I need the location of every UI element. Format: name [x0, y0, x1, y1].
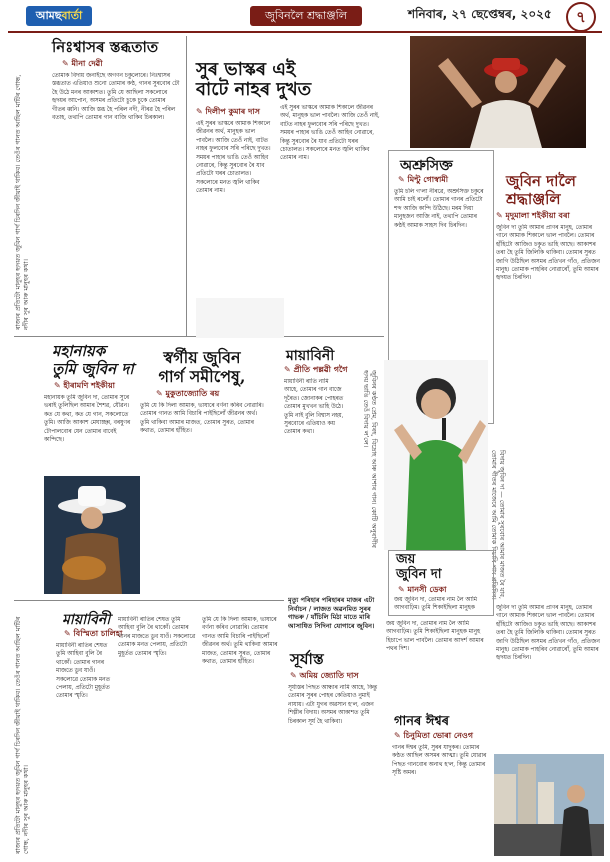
vertical-side-text-left: ৰাজ্যৰ প্ৰতিটো মানুহৰ হৃদয়ত জুবিন গাৰ্গ চিৰদিন জীয়াই থাকিব। তেওঁৰ গানত আছিল মাটিৰ গোন্ধ, নদীৰ সুৰ আৰু মানুহৰ কথা।	[14, 74, 30, 330]
article-title: মহানায়ক তুমি জুবিন দা	[52, 342, 134, 378]
article-body: মায়াবিনী ৰাতি নামি আহে, তোমাৰ গান বাজে দূৰৈত। জোনাকৰ পোহৰত তোমাৰ মুখখন ভাহি উঠে। তুমি নাই বুলি বিশ্বাস নহয়, সুৰবোৰে এতিয়াও কয় তোমাৰ কথা।	[284, 379, 344, 436]
article-author: ✎ মানসী ডেকা	[398, 585, 447, 594]
column-divider	[186, 36, 187, 336]
article-body: সূৰ্যাস্তৰ পিছত আন্ধাৰ নামি আহে, কিন্তু তোমাৰ সুৰৰ পোহৰ কেতিয়াও নুমাই নাযায়। এটা যুগৰ অৱসান হ'ল, এজন শিল্পীৰ বিদায়। অসমৰ আকাশত তুমি চিৰকাল সূৰ্য হৈ থাকিবা।	[288, 685, 377, 725]
article-author: ✎ প্ৰীতি পল্লৱী গগৈ	[284, 365, 348, 374]
article-body: জয় জুবিন দা, তোমাৰ নাম লৈ আমি আগবাঢ়িম। তুমি শিকাইছিলা মানুহক	[394, 597, 477, 612]
article-author: ✎ হীৰামণি শইকীয়া	[54, 381, 115, 390]
article-title: মায়াবিনী	[286, 348, 335, 364]
article-body: জুবিন দা তুমি আমাৰ প্ৰাণৰ মানুহ, তোমাৰ গানে আমাক শিকালে ভাল পাবলৈ। তোমাৰ হাঁহিটো আজিও চকুত ভাহি আছে। আকাশৰ তৰা হৈ তুমি জিলিকি থাকিবা। তোমাৰ সুৰত জাগি উঠিছিল অসমৰ প্ৰতিখন গাঁও, প্ৰতিজন মানুহ। তোমাক পাহৰিব নোৱাৰোঁ, তুমি আমাৰ হৃদয়ত চিৰদিন।	[496, 225, 600, 282]
article-author: ✎ দিলীপ কুমাৰ দাস	[196, 107, 260, 116]
article-author: ✎ চিনুমিতা ভোৰা নেওগ	[394, 731, 473, 740]
article-title: জুবিন দালৈ শ্ৰদ্ধাঞ্জলি	[506, 172, 576, 208]
pull-quote: মৃত্যু পৰিহাৰ পৰিহাৰৰ মাজৰ এটা নিৰ্বাচন / লাজত অৱনমিত সুৰৰ গাভৰু / যাঁচিলি মিঠা মাতে মাৰি আসাধিত সিদিনা যোগাৰে জুবিন।	[288, 596, 375, 630]
article-author: ✎ মৃদুমালা শইকীয়া বৰা	[496, 211, 570, 220]
article-body: তুমি যে কি দিলা আমাক, ভাষাৰে বৰ্ণনা কৰিব নোৱাৰি। তোমাৰ গানত আমি বিচাৰি পাইছিলোঁ জীৱনৰ অৰ্থ। তুমি থাকিবা আমাৰ মাজত, তোমাৰ সুৰত, তোমাৰ কথাত, তোমাৰ হাঁহিত।	[140, 403, 264, 435]
section-divider	[14, 600, 284, 601]
article-author: ✎ বিস্মিতা চালিহা	[64, 629, 123, 638]
vertical-side-text-right: বিদায় জুবিন দা — তোমাৰ সুৰবোৰ আমাৰ মাজত ৰৈ যাব, তোমাৰ গীতৰ মাজেৰে আমি তোমাক বিচাৰি পাম প্ৰতিদিন।	[490, 450, 506, 600]
article-body: জয় জুবিন দা, তোমাৰ নাম লৈ আমি আগবাঢ়িম। তুমি শিকাইছিলা মানুহক মানুহ হিচাপে ভাল পাবলৈ। তোমাৰ আদৰ্শ আমাৰ পথৰ দিশ।	[386, 621, 484, 653]
city-singer-photo	[494, 754, 604, 856]
mic-performer-photo	[384, 360, 488, 550]
article-author: ✎ মিন্টু গোস্বামী	[398, 175, 449, 184]
red-stage-singer-photo	[410, 36, 586, 148]
article-body: এই সুৰৰ ভাস্কৰে আমাক শিকালে জীৱনৰ অৰ্থ, মানুহক ভাল পাবলৈ। আজি তেওঁ নাই, বাটত নাহৰ ফুলবোৰ সৰি পৰিছে দুখত। সময়ৰ পাহাৰ ভাঙি তেওঁ আহিব নোৱাৰে, কিন্তু সুৰবোৰ ৰৈ যাব প্ৰতিটো ঘৰৰ চোতালত। সকলোৰে মনত জ্বলি থাকিব তোমাৰ নাম।	[280, 105, 380, 162]
article-body: এই সুৰৰ ভাস্কৰে আমাক শিকালে জীৱনৰ অৰ্থ, মানুহক ভাল পাবলৈ। আজি তেওঁ নাই, বাটত নাহৰ ফুলবোৰ সৰি পৰিছে দুখত। সময়ৰ পাহাৰ ভাঙি তেওঁ আহিব নোৱাৰে, কিন্তু সুৰবোৰ ৰৈ যাব প্ৰতিটো ঘৰৰ চোতালত। সকলোৰে মনত জ্বলি থাকিব তোমাৰ নাম।	[196, 121, 271, 195]
article-body: মায়াবিনী ৰাতিৰ শেষত তুমি আহিবা বুলি ৰৈ থাকোঁ। তোমাৰ গানৰ মাজতে ডুব যাওঁ। সকলোৱে তোমাক মনত পেলায়, প্ৰতিটো মুহূৰ্তত তোমাৰ স্মৃতি।	[118, 617, 196, 657]
article-title: নিঃশ্বাসৰ স্তব্ধতাত	[52, 38, 159, 56]
header-rule	[8, 31, 602, 33]
vertical-side-text-mid: জুবিনৰ কণ্ঠত প্ৰেম, বিৰহ, বিদ্ৰোহ আৰু আশাৰ গান। কোটি অনুৰাগীৰ হৃদয় ভাঙি তেওঁ বিদায় ল'লে।	[362, 370, 378, 548]
section-title: জুবিনলৈ শ্ৰদ্ধাঞ্জলি	[250, 6, 362, 26]
issue-date: শনিবাৰ, ২৭ ছেপ্তেম্বৰ, ২০২৫	[408, 7, 552, 21]
article-title: সূৰ্যাস্ত	[290, 650, 324, 668]
article-author: ✎ অমিয় জ্যোতি দাস	[290, 671, 359, 680]
article-title: অশ্ৰুসিক্ত	[400, 158, 453, 174]
article-author: ✎ মুকুতাজ্যোতি ৰয়	[156, 389, 220, 398]
article-body: মায়াবিনী ৰাতিৰ শেষত তুমি আহিবা বুলি ৰৈ থাকোঁ। তোমাৰ গানৰ মাজতে ডুব যাওঁ। সকলোৱে তোমাক মনত পেলায়, প্ৰতিটো মুহূৰ্তত তোমাৰ স্মৃতি।	[56, 643, 110, 700]
article-author: ✎ মীনা দেৱী	[62, 59, 103, 68]
article-title: গানৰ ঈশ্বৰ	[394, 714, 450, 729]
article-title: সুৰ ভাস্কৰ এই বাটে নাহৰ দুখত	[196, 59, 312, 100]
article-body: মহানায়ক তুমি জুবিন দা, তোমাৰ সুৰে ভৰাই তুলিছিল আমাৰ শৈশৱ, যৌৱন। কত যে কথা, কত যে গান, সকলোতে তুমি। আজি আকাশ মেঘাচ্ছন্ন, বৰষুণৰ টোপালবোৰ যেন তোমাৰ বাবেই কান্দিছে।	[44, 395, 131, 444]
page-number: ৭	[566, 2, 596, 32]
article-title: স্বৰ্গীয় জুবিন গাৰ্গ সমীপেষু,	[158, 348, 246, 386]
white-shirt-singer-photo	[196, 298, 284, 338]
newspaper-logo[interactable]: আমছ বাৰ্তা	[26, 6, 92, 26]
article-body: তুমি যে কি দিলা আমাক, ভাষাৰে বৰ্ণনা কৰিব নোৱাৰি। তোমাৰ গানত আমি বিচাৰি পাইছিলোঁ জীৱনৰ অৰ্থ। তুমি থাকিবা আমাৰ মাজত, তোমাৰ সুৰত, তোমাৰ কথাত, তোমাৰ হাঁহিত।	[202, 617, 278, 666]
article-body: গানৰ ঈশ্বৰ তুমি, সুৰৰ যাদুকৰ। তোমাৰ কণ্ঠত আছিল অসমৰ আত্মা। তুমি যোৱাৰ পিছত গানবোৰ অনাথ হ'ল, কিন্তু তোমাৰ সৃষ্টি অমৰ।	[392, 745, 487, 777]
article-body: তুমি চলি গ'লা নীৰৱে, অশ্ৰুসিক্ত চকুৰে আমি চাই ৰলোঁ। তোমাৰ গানৰ প্ৰতিটো শব্দ আজি কান্দি উঠিছে। মৰম দিয়া মানুহজন আজি নাই, তথাপি তোমাৰ কণ্ঠই আমাক সাহস দিব চিৰদিন।	[394, 189, 484, 229]
vertical-side-text-left: ৰাজ্যৰ প্ৰতিটো মানুহৰ হৃদয়ত জুবিন গাৰ্গ চিৰদিন জীয়াই থাকিব। তেওঁৰ গানত আছিল মাটিৰ গোন্ধ, নদীৰ সুৰ আৰু মানুহৰ কথা।	[14, 616, 30, 854]
article-body: তোমাক বিদায় জনাইছে অগণন চকুলোৰে। নিঃশ্বাসৰ স্তব্ধতাত এতিয়াও শুনো তোমাৰ কণ্ঠ, গানৰ সুৰবোৰ ঢৌ হৈ উঠে মনৰ আকাশত। তুমি যে আছিলা সকলোৰে হৃদয়ৰ আপোন, অসমৰ প্ৰতিটো চুকে চুকে তোমাৰ গীতৰ ধ্বনি। আজি স্তব্ধ হৈ পৰিল নদী, নীৰৱ হৈ পৰিল বতাহ, তথাপি তোমাৰ গান বাজি থাকিব চিৰকাল।	[52, 73, 180, 122]
article-body: জুবিন দা তুমি আমাৰ প্ৰাণৰ মানুহ, তোমাৰ গানে আমাক শিকালে ভাল পাবলৈ। তোমাৰ হাঁহিটো আজিও চকুত ভাহি আছে। আকাশৰ তৰা হৈ তুমি জিলিকি থাকিবা। তোমাৰ সুৰত জাগি উঠিছিল অসমৰ প্ৰতিখন গাঁও, প্ৰতিজন মানুহ। তোমাক পাহৰিব নোৱাৰোঁ, তুমি আমাৰ হৃদয়ত চিৰদিন।	[496, 605, 600, 662]
article-title: মায়াবিনী	[62, 612, 111, 628]
article-title: জয় জুবিন দা	[396, 552, 442, 582]
cowboy-hat-guitarist-photo	[44, 476, 140, 594]
